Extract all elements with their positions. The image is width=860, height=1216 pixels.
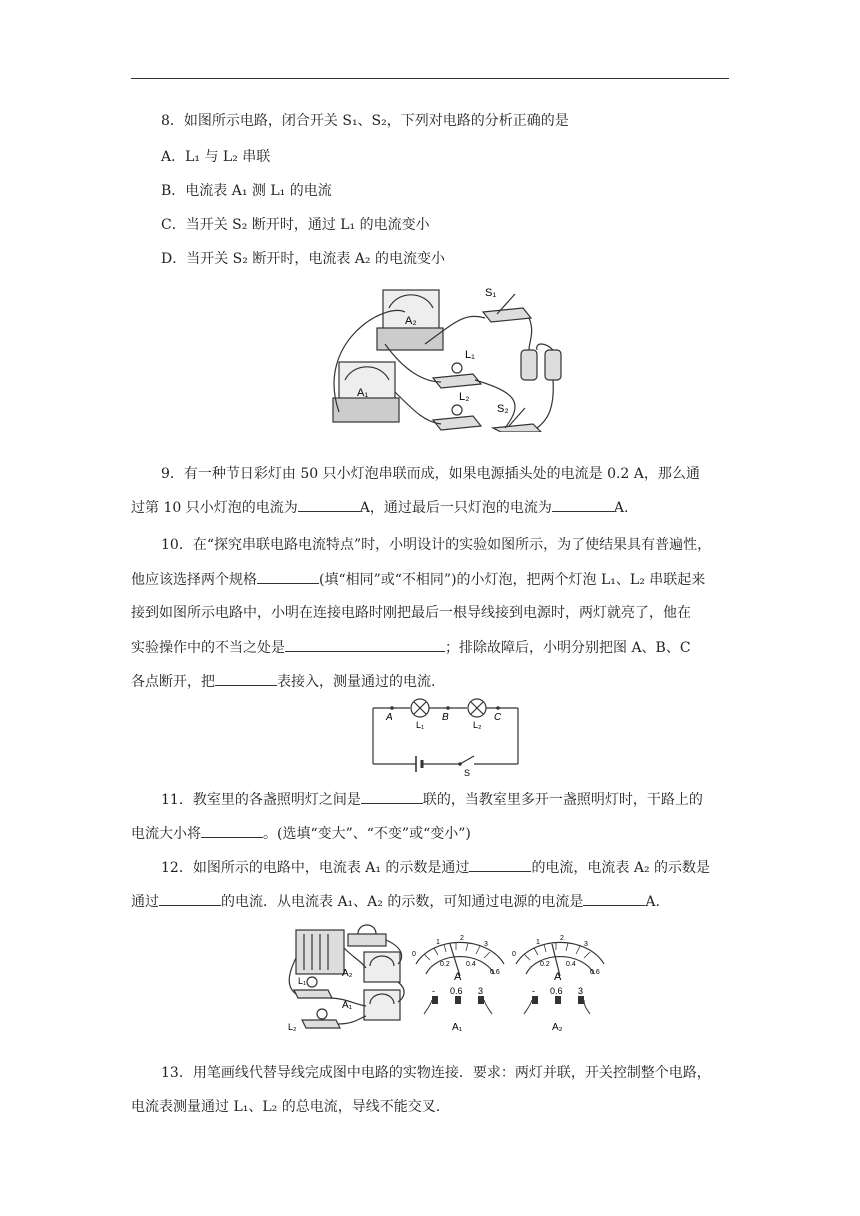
q13-line1: 13．用笔画线代替导线完成图中电路的实物连接．要求：两灯并联，开关控制整个电路， xyxy=(161,1065,711,1081)
q12-dial1-scale-3: 3 xyxy=(484,941,488,948)
q11-blank-1[interactable] xyxy=(361,789,423,804)
q12-dial2-scale-2: 2 xyxy=(560,935,564,942)
q10-line2: 他应该选择两个规格 (填“相同”或“不相同”)的小灯泡，把两个灯泡 L₁、L₂ 串联起来 xyxy=(131,569,731,590)
q10-fig-c-label: C xyxy=(494,712,502,723)
q12-dial1-scale-0: 0 xyxy=(412,951,416,958)
q10-line3: 接到如图所示电路中，小明在连接电路时刚把最后一根导线接到电源时，两灯就亮了，他在 xyxy=(131,605,691,621)
q12-blank-3[interactable] xyxy=(583,891,645,906)
q12-dial1-scale-06: 0.6 xyxy=(490,969,500,976)
q12-dial1-scale-2: 2 xyxy=(460,935,464,942)
q12-dial2-scale-0: 0 xyxy=(512,951,516,958)
q12-meter2-label: A₂ xyxy=(552,1022,563,1033)
q9-blank-2[interactable] xyxy=(552,497,614,512)
q12-fig-l1-label: L₁ xyxy=(298,976,307,986)
q10-fig-a-label: A xyxy=(386,712,393,723)
q8-fig-l2-label: L₂ xyxy=(459,391,470,403)
q10-fig-b-label: B xyxy=(442,712,449,723)
q12-dial2-scale-04: 0.4 xyxy=(566,961,576,968)
q8-circuit-figure xyxy=(325,282,585,432)
q10-blank-3[interactable] xyxy=(215,671,277,686)
header-rule xyxy=(131,78,729,79)
q12-dial1-scale-1: 1 xyxy=(436,939,440,946)
q12-dial2-scale-3: 3 xyxy=(584,941,588,948)
q12-fig-l2-label: L₂ xyxy=(288,1022,297,1032)
q12-dial2-scale-06: 0.6 xyxy=(590,969,600,976)
q10-line4: 实验操作中的不当之处是 ；排除故障后，小明分别把图 A、B、C xyxy=(131,637,731,658)
q12-blank-2[interactable] xyxy=(159,891,221,906)
q11-line2: 电流大小将 。(选填“变大”、“不变”或“变小”) xyxy=(131,823,731,844)
q12-line1: 12．如图所示的电路中，电流表 A₁ 的示数是通过 的电流，电流表 A₂ 的示数是 xyxy=(131,857,761,878)
q12-dial1-terminal-neg: - xyxy=(432,986,435,996)
q12-dial1-unit: A xyxy=(454,971,462,983)
q12-line2: 通过 的电流．从电流表 A₁、A₂ 的示数，可知通过电源的电流是 A. xyxy=(131,891,731,912)
q8-option-d[interactable]: D．当开关 S₂ 断开时，电流表 A₂ 的电流变小 xyxy=(161,251,445,267)
q8-fig-s2-label: S₂ xyxy=(497,403,509,415)
q8-fig-a1-label: A₁ xyxy=(357,387,369,399)
q12-dial2-terminal-3: 3 xyxy=(578,986,584,996)
q8-fig-s1-label: S₁ xyxy=(485,287,497,299)
q12-dial1-scale-02: 0.2 xyxy=(440,961,450,968)
q11-blank-2[interactable] xyxy=(201,823,263,838)
q8-stem: 8．如图所示电路，闭合开关 S₁、S₂，下列对电路的分析正确的是 xyxy=(161,113,569,129)
q12-dial2-unit: A xyxy=(554,971,562,983)
q12-circuit-figure xyxy=(284,918,614,1034)
q10-blank-2[interactable] xyxy=(285,637,445,652)
q9-line1: 9．有一种节日彩灯由 50 只小灯泡串联而成，如果电源插头处的电流是 0.2 A，那么通 xyxy=(161,466,700,482)
q8-fig-l1-label: L₁ xyxy=(465,349,475,361)
q12-meter1-label: A₁ xyxy=(452,1022,463,1033)
q10-circuit-figure xyxy=(370,694,520,778)
q12-dial1-terminal-06: 0.6 xyxy=(450,986,463,996)
q12-dial2-scale-1: 1 xyxy=(536,939,540,946)
q11-line1: 11．教室里的各盏照明灯之间是 联的，当教室里多开一盏照明灯时，干路上的 xyxy=(131,789,761,810)
q8-fig-a2-label: A₂ xyxy=(405,315,417,327)
q10-fig-l1-label: L₁ xyxy=(416,720,425,730)
q12-blank-1[interactable] xyxy=(469,857,531,872)
q8-option-a[interactable]: A．L₁ 与 L₂ 串联 xyxy=(161,149,271,165)
q12-dial2-terminal-neg: - xyxy=(532,986,535,996)
q12-fig-a1-label: A₁ xyxy=(342,1000,353,1011)
q12-dial2-terminal-06: 0.6 xyxy=(550,986,563,996)
q12-dial1-scale-04: 0.4 xyxy=(466,961,476,968)
q9-blank-1[interactable] xyxy=(298,497,360,512)
q12-dial2-scale-02: 0.2 xyxy=(540,961,550,968)
q8-option-c[interactable]: C．当开关 S₂ 断开时，通过 L₁ 的电流变小 xyxy=(161,217,430,233)
q10-line5: 各点断开，把 表接入，测量通过的电流. xyxy=(131,671,731,692)
q12-dial1-terminal-3: 3 xyxy=(478,986,484,996)
q10-fig-s-label: S xyxy=(464,768,471,778)
q10-fig-l2-label: L₂ xyxy=(473,720,482,730)
q13-line2: 电流表测量通过 L₁、L₂ 的总电流，导线不能交叉. xyxy=(131,1099,441,1115)
q10-line1: 10．在“探究串联电路电流特点”时，小明设计的实验如图所示，为了使结果具有普遍性， xyxy=(161,537,712,553)
q9-line2: 过第 10 只小灯泡的电流为 A，通过最后一只灯泡的电流为 A. xyxy=(131,497,731,518)
q12-fig-a2-label: A₂ xyxy=(342,968,353,979)
q10-blank-1[interactable] xyxy=(257,569,319,584)
q8-option-b[interactable]: B．电流表 A₁ 测 L₁ 的电流 xyxy=(161,183,332,199)
